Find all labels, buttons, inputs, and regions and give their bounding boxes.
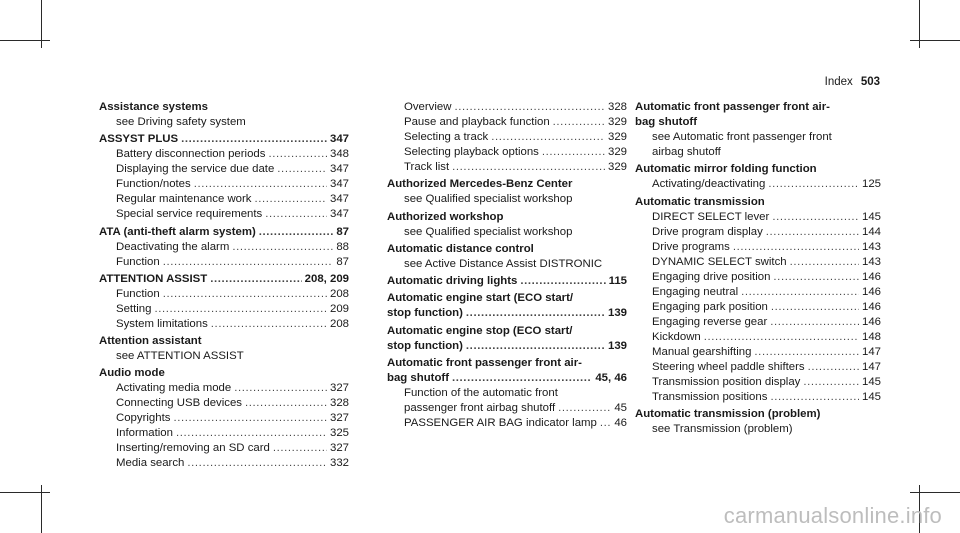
index-entry (635, 100, 881, 160)
index-heading-label: Automatic transmission (635, 195, 765, 208)
page-ref[interactable]: 145 (861, 375, 881, 388)
index-subentry-label[interactable]: Deactivating the alarm (116, 240, 230, 253)
index-subentry-label: see Automatic front passenger front (652, 131, 832, 143)
index-heading-label: Automatic front passenger front air- (635, 101, 830, 113)
page-ref[interactable]: 208, 209 (304, 272, 349, 285)
dot-leader (733, 240, 859, 255)
index-subentry-label[interactable]: Engaging reverse gear (652, 315, 768, 328)
index-heading-label: Automatic front passenger front air- (387, 357, 582, 370)
dot-leader (154, 302, 327, 317)
index-subentry-row[interactable] (99, 240, 349, 255)
dot-leader (234, 381, 327, 396)
index-subentry-row[interactable] (635, 375, 881, 390)
page-ref[interactable]: 146 (861, 315, 881, 328)
index-subentry-row[interactable] (635, 285, 881, 300)
dot-leader (768, 177, 859, 192)
dot-leader (600, 416, 611, 431)
index-subentry-row[interactable] (387, 145, 627, 160)
index-subentry-row[interactable] (387, 401, 627, 416)
page-ref[interactable]: 329 (607, 131, 627, 143)
dot-leader (273, 441, 327, 456)
index-subentry-label[interactable]: Drive programs (652, 240, 730, 253)
index-subentry-row[interactable] (635, 390, 881, 405)
index-heading-label: Assistance systems (99, 101, 208, 113)
index-subentry-label[interactable]: Special service requirements (116, 208, 263, 221)
page-ref[interactable]: 347 (329, 178, 349, 191)
page-ref[interactable]: 125 (861, 178, 881, 191)
page-ref[interactable]: 143 (861, 255, 881, 268)
index-subentry-row[interactable] (635, 240, 881, 255)
index-heading-label[interactable]: ATA (anti-theft alarm system) (99, 225, 256, 238)
index-heading-label: Authorized Mercedes-Benz Center (387, 178, 573, 191)
dot-leader (173, 411, 327, 426)
index-heading-label: Automatic engine stop (ECO start/ (387, 324, 573, 337)
index-entry (387, 100, 627, 175)
index-subentry-label[interactable]: Information (116, 427, 173, 440)
index-subentry-label[interactable]: Engaging drive position (652, 270, 771, 283)
dot-leader (259, 225, 334, 240)
index-heading-label[interactable]: stop function) (387, 307, 463, 320)
index-entry (387, 210, 627, 240)
page-ref[interactable]: 327 (329, 382, 349, 395)
index-heading-row[interactable] (99, 132, 349, 147)
index-entry (99, 366, 349, 471)
index-subentry-row[interactable] (635, 177, 881, 192)
index-subentry-row[interactable] (99, 426, 349, 441)
index-subentry-label[interactable]: Setting (116, 302, 152, 315)
crop-mark (0, 492, 50, 493)
index-subentry-label: see Transmission (problem) (652, 422, 793, 435)
index-subentry-label[interactable]: Selecting playback options (404, 146, 539, 158)
index-heading-label[interactable]: bag shutoff (387, 372, 450, 385)
dot-leader (741, 285, 859, 300)
page-ref[interactable]: 208 (329, 317, 349, 330)
index-subentry-label[interactable]: Media search (116, 457, 185, 470)
index-subentry-row[interactable] (99, 192, 349, 207)
index-subentry-label[interactable]: Transmission positions (652, 390, 768, 403)
dot-leader (466, 306, 605, 321)
index-subentry-label: airbag shutoff (652, 146, 721, 158)
index-subentry-label[interactable]: Steering wheel paddle shifters (652, 360, 805, 373)
index-subentry-row[interactable] (387, 416, 627, 431)
index-subentry-row[interactable] (635, 345, 881, 360)
index-entry (635, 195, 881, 405)
index-subentry-label[interactable]: DIRECT SELECT lever (652, 210, 770, 223)
dot-leader (163, 287, 327, 302)
dot-leader (773, 270, 859, 285)
index-heading-label: Audio mode (99, 367, 165, 380)
index-entry (99, 132, 349, 222)
index-entry (387, 291, 627, 321)
index-subentry-row[interactable] (635, 225, 881, 240)
dot-leader (452, 371, 592, 386)
index-subentry-row[interactable] (99, 381, 349, 396)
index-column-3 (635, 100, 881, 437)
index-heading-label: Attention assistant (99, 335, 202, 348)
index-subentry-row[interactable] (99, 456, 349, 471)
page-ref[interactable]: 347 (329, 193, 349, 206)
dot-leader (454, 100, 605, 115)
index-subentry-label[interactable]: Activating media mode (116, 382, 232, 395)
crop-mark (910, 40, 960, 41)
dot-leader (520, 274, 605, 289)
page-ref[interactable]: 145 (861, 210, 881, 223)
index-subentry-label: see ATTENTION ASSIST (116, 350, 244, 363)
index-subentry-label: see Driving safety system (116, 116, 246, 128)
index-entry (387, 274, 627, 289)
page-ref[interactable]: 328 (607, 101, 627, 113)
page-ref[interactable]: 325 (329, 427, 349, 440)
index-subentry-label[interactable]: Function/notes (116, 178, 191, 191)
index-subentry-label: Function of the automatic front (404, 387, 558, 400)
page-ref[interactable]: 329 (607, 146, 627, 158)
page-ref[interactable]: 148 (861, 330, 881, 343)
dot-leader (194, 177, 327, 192)
dot-leader (452, 160, 605, 175)
index-subentry-row[interactable] (387, 130, 627, 145)
index-entry (387, 177, 627, 207)
index-subentry-label[interactable]: Function (116, 255, 160, 268)
index-subentry-label: see Qualified specialist workshop (404, 225, 573, 238)
index-subentry-row[interactable] (99, 207, 349, 222)
page-ref[interactable]: 147 (861, 345, 881, 358)
index-subentry-label[interactable]: Selecting a track (404, 131, 489, 143)
dot-leader (268, 147, 327, 162)
index-entry (99, 100, 349, 130)
dot-leader (176, 426, 327, 441)
page-ref[interactable]: 87 (336, 255, 349, 268)
dot-leader (181, 132, 327, 147)
page-ref[interactable]: 45, 46 (595, 372, 627, 385)
dot-leader (770, 390, 859, 405)
page-ref[interactable]: 143 (861, 240, 881, 253)
page-ref[interactable]: 348 (329, 148, 349, 161)
index-heading-row[interactable] (387, 339, 627, 354)
dot-leader (187, 456, 327, 471)
page-ref[interactable]: 347 (329, 163, 349, 176)
index-subentry-label[interactable]: Pause and playback function (404, 116, 550, 128)
page-ref[interactable]: 329 (607, 116, 627, 128)
page-ref[interactable]: 46 (614, 417, 627, 430)
page-number: 503 (860, 76, 880, 88)
index-subentry-label[interactable]: Engaging park position (652, 300, 768, 313)
index-subentry-row[interactable] (99, 162, 349, 177)
index-subentry-label[interactable]: passenger front airbag shutoff (404, 402, 556, 415)
index-subentry-label[interactable]: Battery disconnection periods (116, 148, 266, 161)
dot-leader (808, 360, 859, 375)
index-entry (635, 162, 881, 192)
dot-leader (754, 345, 859, 360)
index-subentry-row[interactable] (635, 330, 881, 345)
page-ref[interactable]: 87 (336, 225, 349, 238)
index-subentry-label[interactable]: Activating/deactivating (652, 178, 766, 191)
dot-leader (232, 240, 333, 255)
index-heading-row[interactable] (387, 371, 627, 386)
page-header (825, 76, 880, 88)
index-subentry-row[interactable] (99, 411, 349, 426)
index-subentry-label[interactable]: PASSENGER AIR BAG indicator lamp (404, 417, 597, 430)
index-subentry-row[interactable] (99, 177, 349, 192)
page-ref[interactable]: 146 (861, 270, 881, 283)
crop-mark (0, 40, 50, 41)
page-ref[interactable]: 145 (861, 390, 881, 403)
index-heading-label: Authorized workshop (387, 210, 504, 223)
dot-leader (210, 272, 301, 287)
index-subentry-row[interactable] (387, 160, 627, 175)
index-subentry-row[interactable] (99, 255, 349, 270)
index-heading-label: Automatic mirror folding function (635, 163, 817, 176)
index-heading-label: Automatic engine start (ECO start/ (387, 292, 574, 305)
dot-leader (770, 315, 859, 330)
index-heading-label[interactable]: ASSYST PLUS (99, 133, 179, 146)
dot-leader (771, 300, 859, 315)
index-subentry-row[interactable] (99, 287, 349, 302)
dot-leader (553, 115, 605, 130)
index-entry (99, 225, 349, 270)
index-heading-label[interactable]: ATTENTION ASSIST (99, 272, 208, 285)
page-ref[interactable]: 208 (329, 287, 349, 300)
watermark: carmanualsonline.info (723, 503, 942, 528)
index-subentry-row[interactable] (99, 441, 349, 456)
index-subentry-row[interactable] (99, 147, 349, 162)
index-subentry-label[interactable]: Kickdown (652, 330, 701, 343)
index-entry (99, 272, 349, 332)
dot-leader (766, 225, 859, 240)
dot-leader (265, 207, 327, 222)
index-subentry-label[interactable]: Displaying the service due date (116, 163, 275, 176)
index-subentry-label: see Qualified specialist workshop (404, 193, 573, 206)
page-ref[interactable]: 329 (607, 161, 627, 173)
index-subentry-row[interactable] (99, 396, 349, 411)
page-ref[interactable]: 115 (608, 275, 627, 288)
index-heading-label: Automatic transmission (problem) (635, 407, 821, 420)
dot-leader (558, 401, 611, 416)
index-subentry-label[interactable]: Function (116, 287, 160, 300)
page-ref[interactable]: 45 (614, 402, 627, 415)
page-ref[interactable]: 327 (329, 442, 349, 455)
index-subentry-row[interactable] (635, 360, 881, 375)
index-entry (635, 407, 881, 437)
page-ref[interactable]: 209 (329, 302, 349, 315)
page-ref[interactable]: 147 (861, 360, 881, 373)
dot-leader (163, 255, 334, 270)
index-subentry-label[interactable]: Regular maintenance work (116, 193, 252, 206)
index-entry (387, 324, 627, 354)
dot-leader (803, 375, 859, 390)
page-ref[interactable]: 146 (861, 285, 881, 298)
dot-leader (255, 192, 327, 207)
index-subentry-label[interactable]: Connecting USB devices (116, 397, 242, 410)
index-heading-label[interactable]: Automatic driving lights (387, 275, 518, 288)
dot-leader (277, 162, 327, 177)
index-subentry-row[interactable] (387, 115, 627, 130)
page-ref[interactable]: 328 (329, 397, 349, 410)
page-ref[interactable]: 327 (329, 412, 349, 425)
index-subentry-row[interactable] (635, 300, 881, 315)
page-ref[interactable]: 347 (329, 208, 349, 221)
index-entry (387, 356, 627, 431)
index-column-1 (99, 100, 349, 471)
index-subentry-row[interactable] (387, 100, 627, 115)
index-entry (387, 242, 627, 272)
page-ref[interactable]: 88 (336, 240, 349, 253)
index-column-2 (387, 100, 627, 431)
dot-leader (491, 130, 605, 145)
index-subentry-label[interactable]: Engaging neutral (652, 285, 739, 298)
index-subentry-label[interactable]: Inserting/removing an SD card (116, 442, 270, 455)
index-subentry-label[interactable]: Manual gearshifting (652, 345, 752, 358)
dot-leader (466, 339, 605, 354)
index-heading-label[interactable]: stop function) (387, 339, 463, 352)
index-subentry-label: see Active Distance Assist DISTRONIC (404, 257, 603, 270)
index-subentry-label[interactable]: Transmission position display (652, 375, 801, 388)
index-entry (99, 334, 349, 364)
dot-leader (772, 210, 859, 225)
header-title: Index (824, 76, 853, 88)
crop-mark (910, 492, 960, 493)
dot-leader (704, 330, 859, 345)
index-heading-row[interactable] (387, 306, 627, 321)
index-subentry-label[interactable]: Track list (404, 161, 450, 173)
page-ref[interactable]: 139 (607, 307, 627, 320)
index-subentry-label[interactable]: Overview (404, 101, 452, 113)
page-ref[interactable]: 139 (607, 339, 627, 352)
index-subentry-row[interactable] (99, 317, 349, 332)
index-heading-label: bag shutoff (635, 116, 698, 128)
index-heading-row[interactable] (387, 274, 627, 289)
page-ref[interactable]: 347 (329, 133, 349, 146)
index-heading-row[interactable] (99, 225, 349, 240)
index-subentry-label[interactable]: Drive program display (652, 225, 763, 238)
index-heading-row[interactable] (99, 272, 349, 287)
index-subentry-row[interactable] (635, 270, 881, 285)
index-subentry-row[interactable] (99, 302, 349, 317)
dot-leader (542, 145, 605, 160)
index-subentry-row[interactable] (635, 255, 881, 270)
index-subentry-label[interactable]: DYNAMIC SELECT switch (652, 255, 787, 268)
page-ref[interactable]: 332 (329, 457, 349, 470)
dot-leader (790, 255, 859, 270)
dot-leader (211, 317, 327, 332)
index-subentry-row[interactable] (635, 315, 881, 330)
page-ref[interactable]: 146 (861, 300, 881, 313)
index-subentry-label[interactable]: System limitations (116, 317, 208, 330)
index-heading-label: Automatic distance control (387, 242, 534, 255)
dot-leader (245, 396, 327, 411)
index-subentry-row[interactable] (635, 210, 881, 225)
page-ref[interactable]: 144 (861, 225, 881, 238)
index-subentry-label[interactable]: Copyrights (116, 412, 171, 425)
